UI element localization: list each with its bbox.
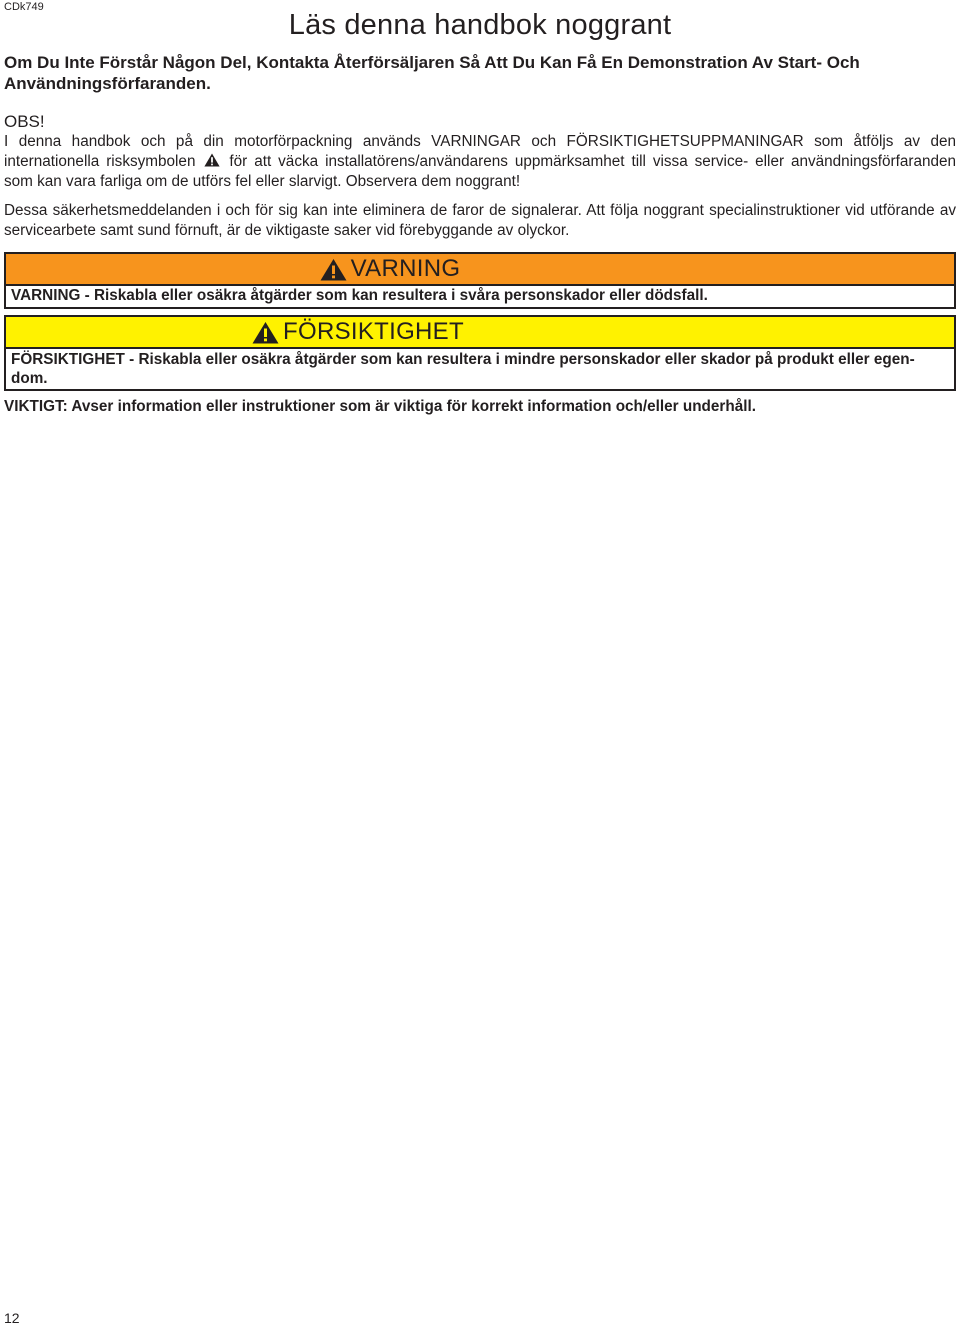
warning-title: VARNING — [350, 255, 461, 282]
caution-title: FÖRSIKTIGHET — [283, 318, 464, 345]
caution-header — [6, 317, 954, 349]
caution-box — [4, 315, 956, 391]
intro-paragraph-1 — [4, 132, 956, 192]
caution-text: FÖRSIKTIGHET - Riskabla eller osäkra åtgärder som kan resultera i mindre personskador eller skador på produkt eller egen-dom. — [11, 351, 915, 387]
intro-paragraph-2: Dessa säkerhetsmeddelanden i och för sig kan inte eliminera de faror de signalerar. Att följa noggrant specialinstruktioner vid utförande av servicearbete samt sund förnuft, är de viktigaste saker vid förebyggande av olyckor. — [4, 202, 956, 239]
main-content — [4, 52, 956, 417]
warning-box — [4, 252, 956, 309]
hazard-triangle-icon — [252, 321, 279, 344]
warning-header — [6, 254, 954, 286]
page-title: Läs denna handbok noggrant — [288, 9, 672, 41]
obs-label: OBS! — [4, 112, 45, 131]
important-note: VIKTIGT: Avser information eller instruktioner som är viktiga för korrekt information och/eller underhåll. — [4, 398, 756, 415]
hazard-triangle-icon — [320, 258, 347, 281]
paragraph-1-part-1: I denna handbok och på din motorförpackning används VARNINGAR och FÖRSIKTIGHETSUPPMANINGAR som åtföljs av den internationella risksymbolen — [4, 133, 956, 170]
page-number: 12 — [4, 1310, 20, 1326]
intro-subtitle: Om Du Inte Förstår Någon Del, Kontakta Återförsäljaren Så Att Du Kan Få En Demonstration Av Start- Och Användningsförfaranden. — [4, 53, 860, 93]
paragraph-1-part-2: för att väcka installatörens/användarens uppmärksamhet till vissa service- eller användningsförfaranden som kan vara farliga om de utförs fel eller slarvigt. Observera dem noggrant! — [4, 153, 956, 190]
warning-text: VARNING - Riskabla eller osäkra åtgärder som kan resultera i svåra personskador eller dödsfall. — [11, 287, 708, 304]
document-code: CDk749 — [4, 1, 44, 13]
hazard-triangle-icon — [204, 153, 220, 167]
